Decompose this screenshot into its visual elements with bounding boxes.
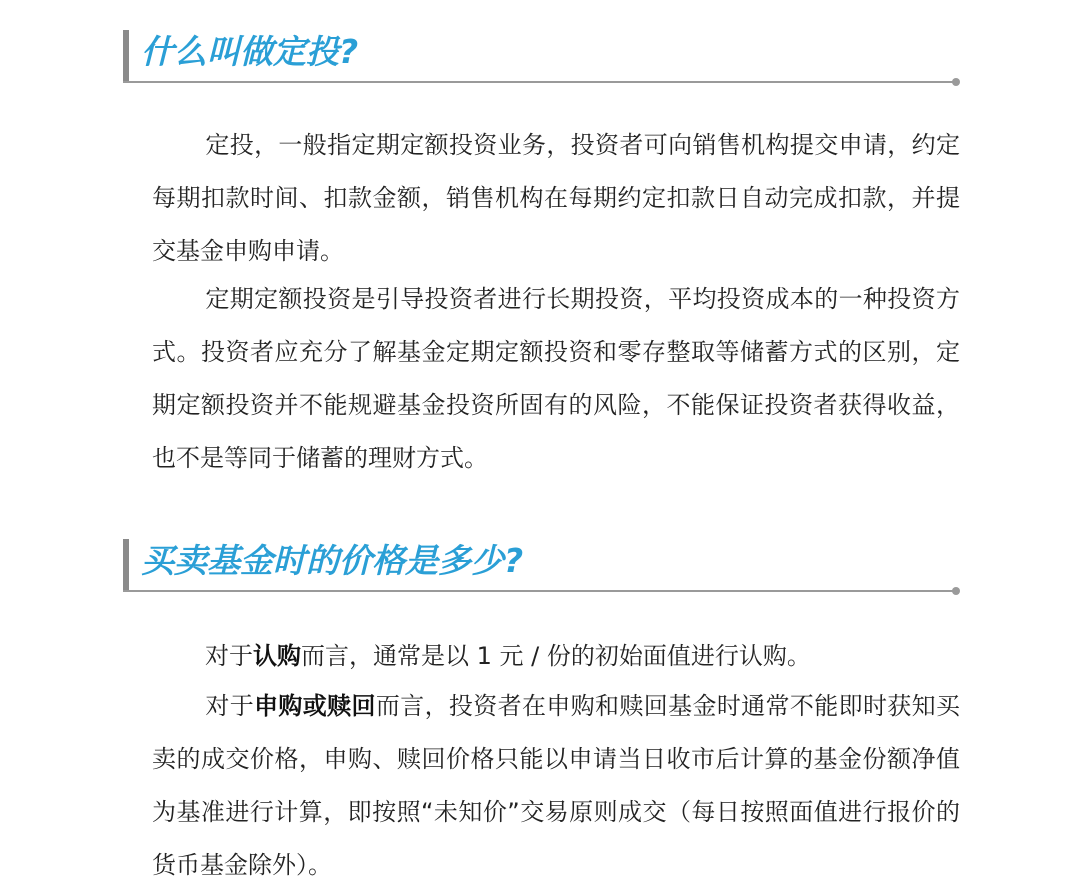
section-title: 什么叫做定投?	[141, 32, 359, 71]
paragraph-suffix: 而言，通常是以 1 元 / 份的初始面值进行认购。	[301, 642, 811, 670]
divider-end-dot	[952, 78, 960, 86]
paragraph-suffix: 而言，投资者在申购和赎回基金时通常不能即时获知买卖的成交价格，申购、赎回价格只能以申请当日收市后计算的基金份额净值为基准进行计算，即按照“未知价”交易原则成交（每日按照面值进行报价的货币基金除外）。	[152, 692, 961, 879]
section-header-fund-price	[123, 535, 960, 595]
section-title: 买卖基金时的价格是多少?	[141, 541, 524, 580]
paragraph-prefix: 对于	[205, 642, 253, 670]
paragraph-text: 定期定额投资是引导投资者进行长期投资，平均投资成本的一种投资方式。投资者应充分了解基金定期定额投资和零存整取等储蓄方式的区别，定期定额投资并不能规避基金投资所固有的风险，不能保证投资者获得收益，也不是等同于储蓄的理财方式。	[152, 285, 960, 472]
section-header-what-is-fixed-investment	[123, 26, 960, 86]
bold-term-subscription: 认购	[253, 642, 301, 670]
divider-end-dot	[952, 587, 960, 595]
section-accent-bar	[123, 539, 129, 591]
paragraph	[152, 630, 960, 683]
section-accent-bar	[123, 30, 129, 82]
bold-term-purchase-redemption: 申购或赎回	[254, 692, 376, 720]
paragraph-text: 定投，一般指定期定额投资业务，投资者可向销售机构提交申请，约定每期扣款时间、扣款金额，销售机构在每期约定扣款日自动完成扣款，并提交基金申购申请。	[152, 131, 960, 265]
paragraph	[152, 273, 960, 485]
paragraph-prefix: 对于	[205, 692, 255, 720]
paragraph	[152, 119, 960, 278]
section-divider	[123, 81, 954, 83]
section-divider	[123, 590, 954, 592]
paragraph	[152, 680, 960, 892]
